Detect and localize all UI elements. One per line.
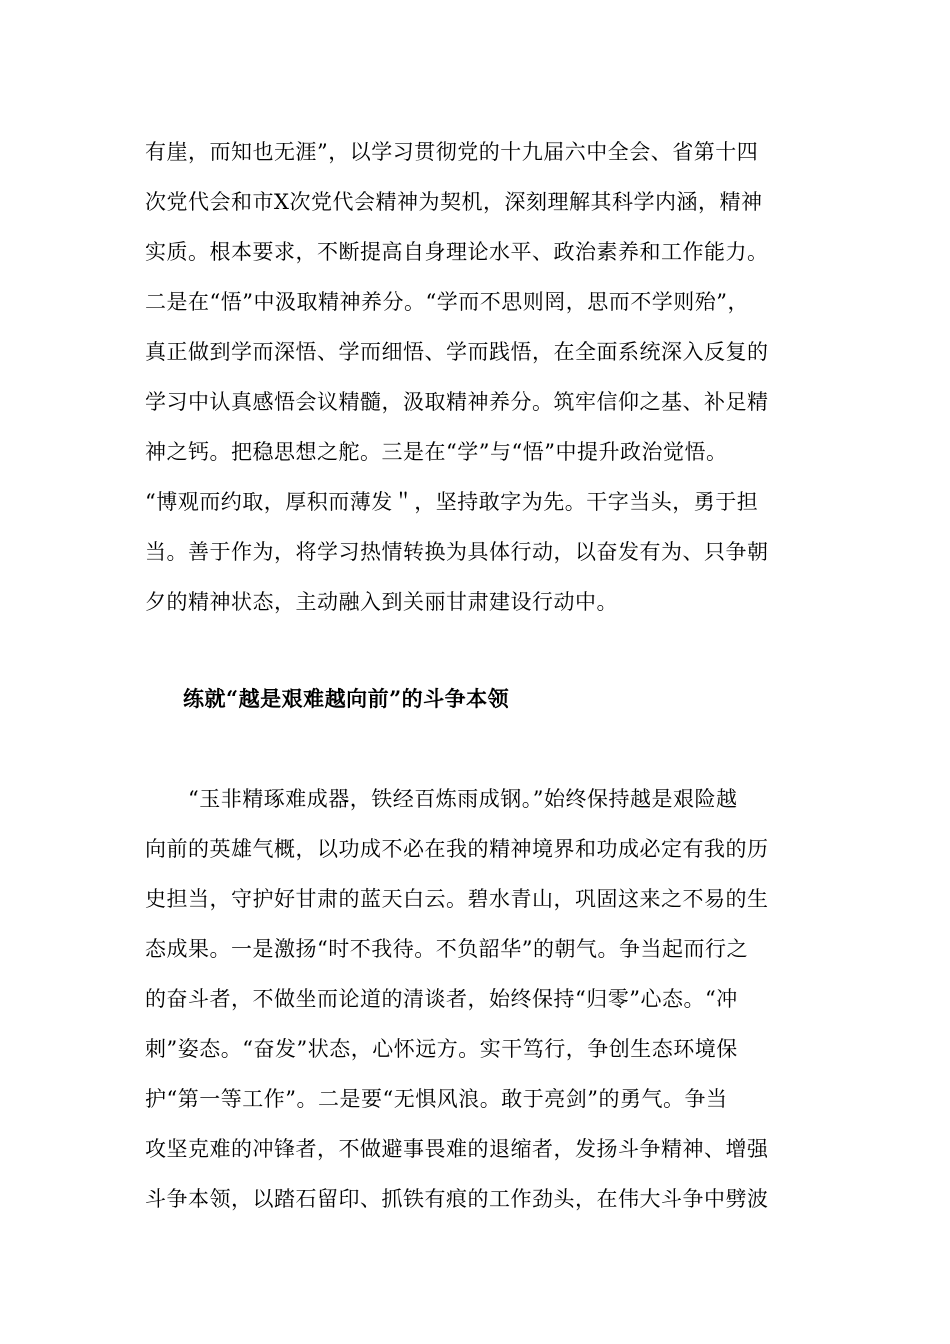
paragraph1-line: 实质。根本要求，不断提高自身理论水平、政治素养和工作能力。 [145,240,769,264]
paragraph2-line: 的奋斗者，不做坐而论道的清谈者，始终保持“归零”心态。“冲 [145,987,738,1011]
paragraph2-line: “玉非精琢难成器，铁经百炼雨成钢。”始终保持越是艰险越 [145,787,738,811]
paragraph2-line: 刺”姿态。“奋发”状态，心怀远方。实干笃行，争创生态环境保 [145,1037,738,1061]
paragraph1-line: 当。善于作为，将学习热情转换为具体行动，以奋发有为、只争朝 [145,540,769,564]
paragraph2-line: 斗争本领，以踏石留印、抓铁有痕的工作劲头，在伟大斗争中劈波 [145,1187,769,1211]
paragraph1-line: 夕的精神状态，主动融入到关丽甘肃建设行动中。 [145,590,618,614]
paragraph2-line: 向前的英雄气概，以功成不必在我的精神境界和功成必定有我的历 [145,837,769,861]
section-heading: 练就“越是艰难越向前”的斗争本领 [183,686,510,711]
paragraph2-line: 态成果。一是激扬“时不我待。不负韶华”的朝气。争当起而行之 [145,937,748,961]
paragraph1-line: 学习中认真感悟会议精髓，汲取精神养分。筑牢信仰之基、补足精 [145,390,769,414]
paragraph2-line: 史担当，守护好甘肃的蓝天白云。碧水青山，巩固这来之不易的生 [145,887,769,911]
paragraph1-line: “博观而约取，厚积而薄发＂，坚持敢字为先。干字当头，勇于担 [145,490,759,514]
paragraph1-line: 真正做到学而深悟、学而细悟、学而践悟，在全面系统深入反复的 [145,340,769,364]
paragraph2-line: 攻坚克难的冲锋者，不做避事畏难的退缩者，发扬斗争精神、增强 [145,1137,769,1161]
paragraph2-line: 护“第一等工作”。二是要“无惧风浪。敢于亮剑”的勇气。争当 [145,1087,728,1111]
paragraph1-line: 神之钙。把稳思想之舵。三是在“学”与“悟”中提升政治觉悟。 [145,440,728,464]
paragraph1-line: 二是在“悟”中汲取精神养分。“学而不思则罔，思而不学则殆”， [145,290,749,314]
paragraph1-line: 次党代会和市X次党代会精神为契机，深刻理解其科学内涵，精神 [145,190,763,214]
paragraph1-line: 有崖，而知也无涯”，以学习贯彻党的十九届六中全会、省第十四 [145,140,759,164]
